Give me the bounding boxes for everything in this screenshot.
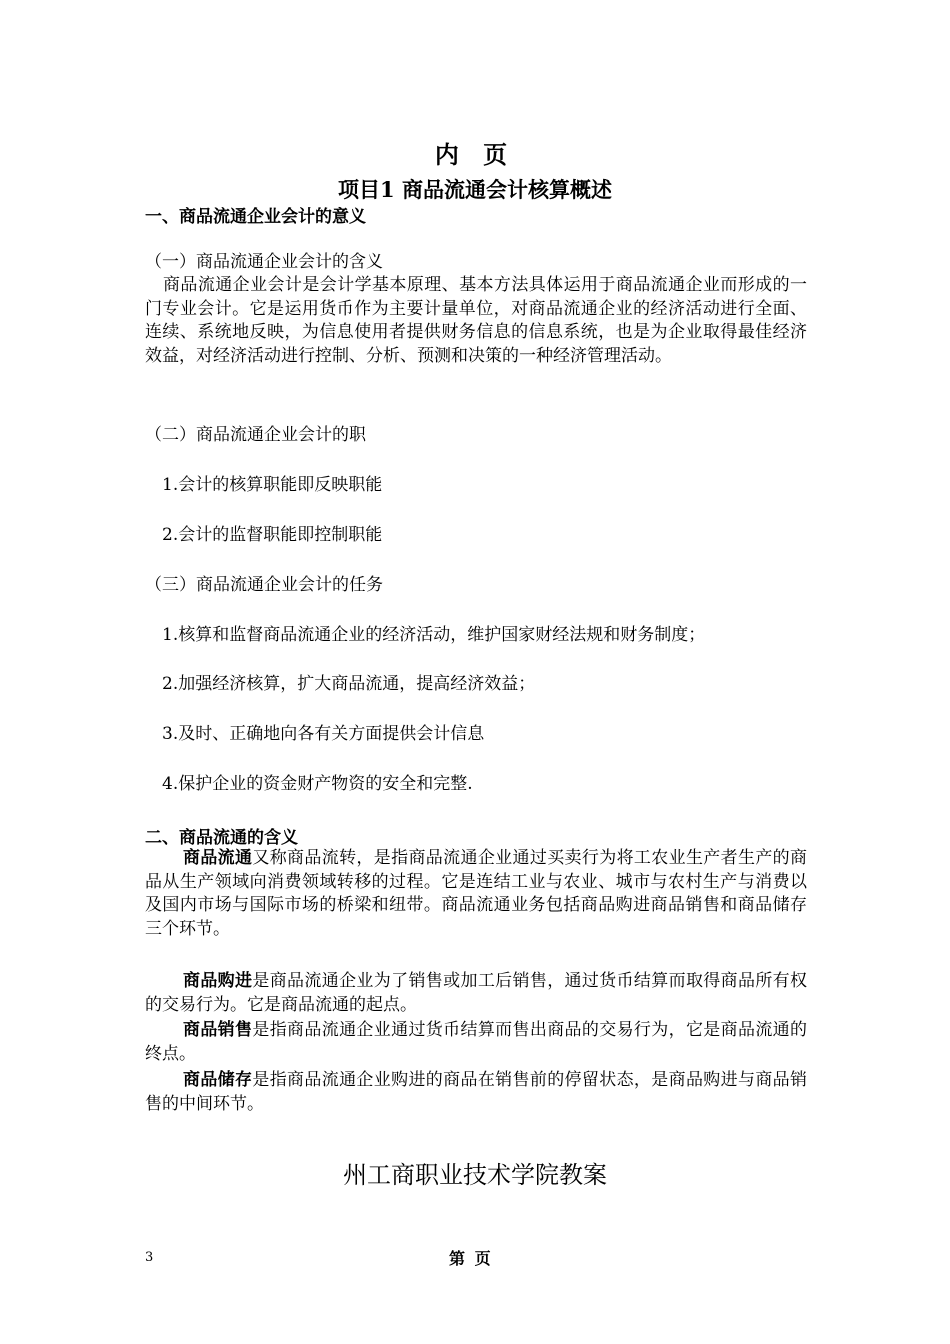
paragraph-storage — [145, 1069, 807, 1116]
paragraph-definition: 商品流通企业会计是会计学基本原理、基本方法具体运用于商品流通企业而形成的一门专业会计。它是运用货币作为主要计量单位，对商品流通企业的经济活动进行全面、连续、系统地反映，为信息使用者提供财务信息的信息系统，也是为企业取得最佳经济效益，对经济活动进行控制、分析、预测和决策的一种经济管理活动。 — [145, 275, 807, 366]
list-item-task-2: 2.加强经济核算，扩大商品流通，提高经济效益； — [162, 674, 536, 694]
list-item-function-2: 2.会计的监督职能即控制职能 — [162, 525, 383, 545]
section-heading-1: 一、商品流通企业会计的意义 — [145, 207, 366, 227]
page-label: 第 页 — [449, 1249, 493, 1268]
project-title: 项目1 商品流通会计核算概述 — [338, 177, 612, 202]
term-storage: 商品储存 — [183, 1070, 253, 1090]
text-sales: 是指商品流通企业通过货币结算而售出商品的交易行为，它是商品流通的终点。 — [145, 1020, 808, 1064]
term-commodity-circulation: 商品流通 — [183, 848, 253, 868]
term-sales: 商品销售 — [183, 1020, 253, 1040]
institution-title: 州工商职业技术学院教案 — [343, 1161, 607, 1189]
paragraph-purchase — [145, 970, 807, 1017]
term-purchase: 商品购进 — [183, 971, 253, 991]
subsection-title-2: （二）商品流通企业会计的职 — [145, 425, 366, 445]
list-item-task-4: 4.保护企业的资金财产物资的安全和完整. — [162, 774, 473, 794]
page-number: 3 — [145, 1250, 154, 1265]
list-item-function-1: 1.会计的核算职能即反映职能 — [162, 475, 383, 495]
text-purchase: 是商品流通企业为了销售或加工后销售，通过货币结算而取得商品所有权的交易行为。它是商品流通的起点。 — [145, 971, 808, 1015]
text-storage: 是指商品流通企业购进的商品在销售前的停留状态，是商品购进与商品销售的中间环节。 — [145, 1070, 808, 1114]
paragraph-sales — [145, 1019, 807, 1066]
page-title: 内 页 — [434, 140, 516, 169]
subsection-title-3: （三）商品流通企业会计的任务 — [145, 575, 383, 595]
paragraph-commodity-circulation — [145, 847, 807, 941]
list-item-task-1: 1.核算和监督商品流通企业的经济活动，维护国家财经法规和财务制度； — [162, 625, 706, 645]
list-item-task-3: 3.及时、正确地向各有关方面提供会计信息 — [162, 724, 485, 744]
subsection-title-1: （一）商品流通企业会计的含义 — [145, 252, 383, 272]
section-heading-2: 二、商品流通的含义 — [145, 828, 298, 848]
text-commodity-circulation: 又称商品流转，是指商品流通企业通过买卖行为将工农业生产者生产的商品从生产领域向消费领域转移的过程。它是连结工业与农业、城市与农村生产与消费以及国内市场与国际市场的桥梁和纽带。商品流通业务包括商品购进商品销售和商品储存三个环节。 — [145, 848, 808, 939]
